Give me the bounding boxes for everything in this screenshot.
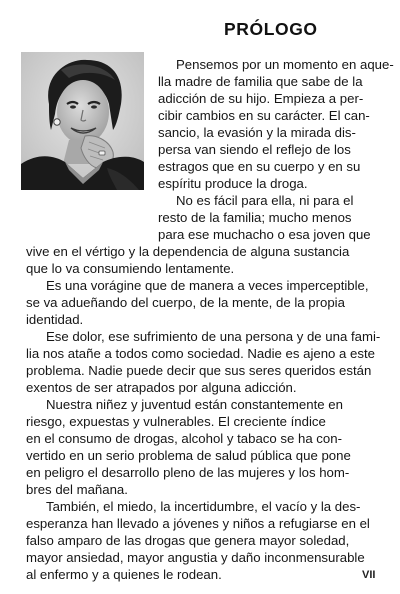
author-portrait-photo — [21, 52, 144, 190]
text-line: resto de la familia; mucho menos — [158, 210, 352, 225]
text-line: esperanza han llevado a jóvenes y niños a refugiarse en el — [26, 516, 370, 531]
text-line: estragos que en su cuerpo y en su — [158, 159, 361, 174]
text-line: para ese muchacho o esa joven que — [158, 227, 371, 242]
text-line: al enfermo y a quienes le rodean. — [26, 567, 222, 582]
text-line: vertido en un serio problema de salud pública que pone — [26, 448, 351, 463]
text-line: adicción de su hijo. Empieza a per- — [158, 91, 364, 106]
text-line: espíritu produce la droga. — [158, 176, 308, 191]
page-number: VII — [362, 569, 376, 581]
text-line: sancio, la evasión y la mirada dis- — [158, 125, 356, 140]
portrait-image — [21, 52, 144, 190]
text-line: identidad. — [26, 312, 84, 327]
text-line: bres del mañana. — [26, 482, 128, 497]
text-line: en el consumo de drogas, alcohol y tabaco se ha con- — [26, 431, 342, 446]
page-title: PRÓLOGO — [224, 19, 318, 39]
text-line: exentos de ser atrapados por alguna adicción. — [26, 380, 297, 395]
text-line: falso amparo de las drogas que genera mayor soledad, — [26, 533, 350, 548]
text-line: mayor ansiedad, mayor angustia y daño inconmensurable — [26, 550, 365, 565]
text-line: persa van siendo el reflejo de los — [158, 142, 351, 157]
text-line: problema. Nadie puede decir que sus seres queridos están — [26, 363, 372, 378]
text-line: Es una vorágine que de manera a veces imperceptible, — [46, 278, 369, 293]
text-line: se va adueñando del cuerpo, de la mente, de la propia — [26, 295, 345, 310]
text-line: No es fácil para ella, ni para el — [176, 193, 354, 208]
text-line: que lo va consumiendo lentamente. — [26, 261, 235, 276]
text-line: vive en el vértigo y la dependencia de alguna sustancia — [26, 244, 350, 259]
text-line: Ese dolor, ese sufrimiento de una persona y de una fami- — [46, 329, 381, 344]
text-line: riesgo, expuestas y vulnerables. El creciente índice — [26, 414, 326, 429]
text-line: en peligro el desarrollo pleno de las mujeres y los hom- — [26, 465, 350, 480]
text-line: También, el miedo, la incertidumbre, el vacío y la des- — [46, 499, 361, 514]
text-line: lia nos atañe a todos como sociedad. Nadie es ajeno a este — [26, 346, 375, 361]
text-line: Pensemos por un momento en aque- — [176, 57, 394, 72]
text-line: Nuestra niñez y juventud están constantemente en — [46, 397, 343, 412]
text-line: lla madre de familia que sabe de la — [158, 74, 363, 89]
text-line: cibir cambios en su carácter. El can- — [158, 108, 370, 123]
